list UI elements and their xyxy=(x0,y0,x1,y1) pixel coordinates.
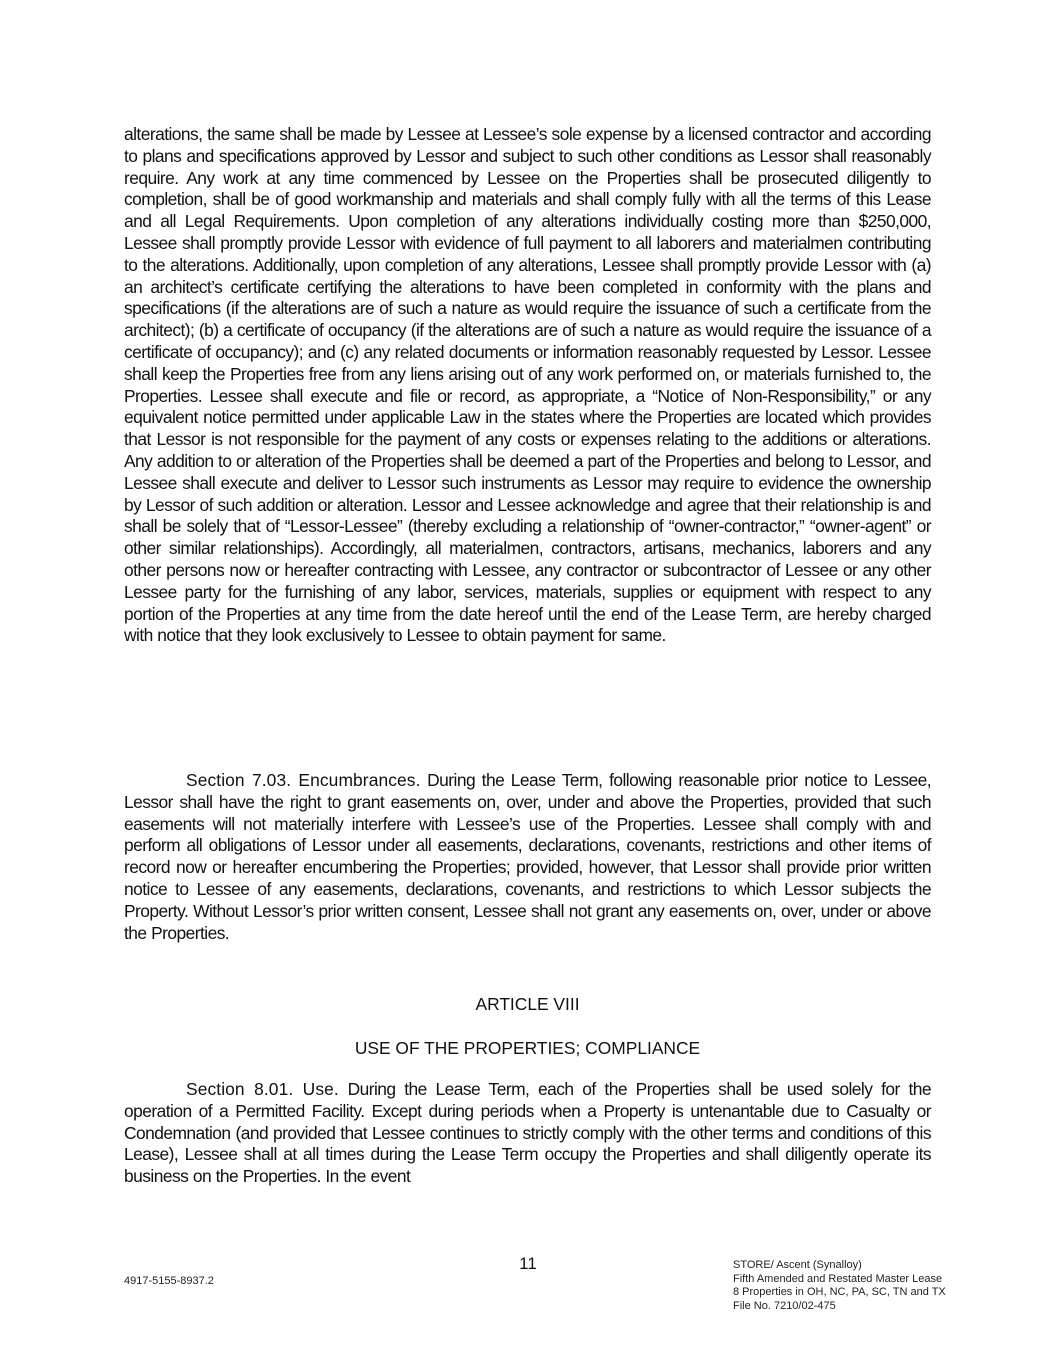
footer-line: STORE/ Ascent (Synalloy) xyxy=(733,1259,862,1271)
section-text: During the Lease Term, each of the Properties shall be used solely for the operation of a Permitted Facility. Except during periods when a Property is untenantable due to Casualty or Condemnation (and provided that Lessee continues to strictly comply with the other terms and conditions of this Lease), Lessee shall at all times during the Lease Term occupy the Properties and shall diligently operate its business on the Properties. In the event xyxy=(124,1079,931,1187)
footer-document-info xyxy=(733,1259,946,1313)
section-heading: Section 8.01. Use. xyxy=(186,1079,339,1099)
paragraph-alterations-continued xyxy=(124,124,931,647)
section-heading: Section 7.03. Encumbrances. xyxy=(186,770,421,790)
section-7-03-encumbrances xyxy=(124,770,931,944)
section-8-01-use xyxy=(124,1079,931,1188)
footer-line: File No. 7210/02-475 xyxy=(733,1299,836,1312)
article-title: USE OF THE PROPERTIES; COMPLIANCE xyxy=(354,1038,701,1058)
article-number: ARTICLE VIII xyxy=(475,994,580,1014)
footer-line: Fifth Amended and Restated Master Lease xyxy=(733,1272,943,1285)
page-number: 11 xyxy=(519,1254,537,1273)
paragraph-text: alterations, the same shall be made by Lessee at Lessee’s sole expense by a licensed contractor and according to plans and specifications approved by Lessor and subject to such other conditions as Lessor shall reasonably require. Any work at any time commenced by Lessee on the Properties shall be prosecuted diligently to completion, shall be of good workmanship and materials and shall comply fully with all the terms of this Lease and all Legal Requirements. Upon completion of any alterations individually costing more than $250,000, Lessee shall promptly provide Lessor with evidence of full payment to all laborers and materialmen contributing to the alterations. Additionally, upon completion of any alterations, Lessee shall promptly provide Lessor with (a) an architect’s certificate certifying the alterations to have been completed in conformity with the plans and specifications (if the alterations are of such a nature as would require the issuance of such a certificate from the architect); (b) a certificate of occupancy (if the alterations are of such a nature as would require the issuance of a certificate of occupancy); and (c) any related documents or information reasonably requested by Lessor. Lessee shall keep the Properties free from any liens arising out of any work performed on, or materials furnished to, the Properties. Lessee shall execute and file or record, as appropriate, a “Notice of Non-Responsibility,” or any equivalent notice permitted under applicable Law in the states where the Properties are located which provides that Lessor is not responsible for the payment of any costs or expenses relating to the additions or alterations. Any addition to or alteration of the Properties shall be deemed a part of the Properties and belong to Lessor, and Lessee shall execute and deliver to Lessor such instruments as Lessor may require to evidence the ownership by Lessor of such addition or alteration. Lessor and Lessee acknowledge and agree that their relationship is and shall be solely that of “Lessor-Lessee” (thereby excluding a relationship of “owner-contractor,” “owner-agent” or other similar relationships). Accordingly, all materialmen, contractors, artisans, mechanics, laborers and any other persons now or hereafter contracting with Lessee, any contractor or subcontractor of Lessee or any other Lessee party for the furnishing of any labor, services, materials, supplies or equipment with respect to any portion of the Properties at any time from the date hereof until the end of the Lease Term, are hereby charged with notice that they look exclusively to Lessee to obtain payment for same. xyxy=(124,124,931,646)
section-text: During the Lease Term, following reasonable prior notice to Lessee, Lessor shall have the right to grant easements on, over, under and above the Properties, provided that such easements will not materially interfere with Lessee’s use of the Properties. Lessee shall comply with and perform all obligations of Lessor under all easements, declarations, covenants, restrictions and other items of record now or hereafter encumbering the Properties; provided, however, that Lessor shall provide prior written notice to Lessee of any easements, declarations, covenants, and restrictions to which Lessor subjects the Property. Without Lessor’s prior written consent, Lessee shall not grant any easements on, over, under or above the Properties. xyxy=(124,770,931,943)
document-id: 4917-5155-8937.2 xyxy=(124,1275,214,1287)
footer-line: 8 Properties in OH, NC, PA, SC, TN and TX xyxy=(733,1286,946,1299)
